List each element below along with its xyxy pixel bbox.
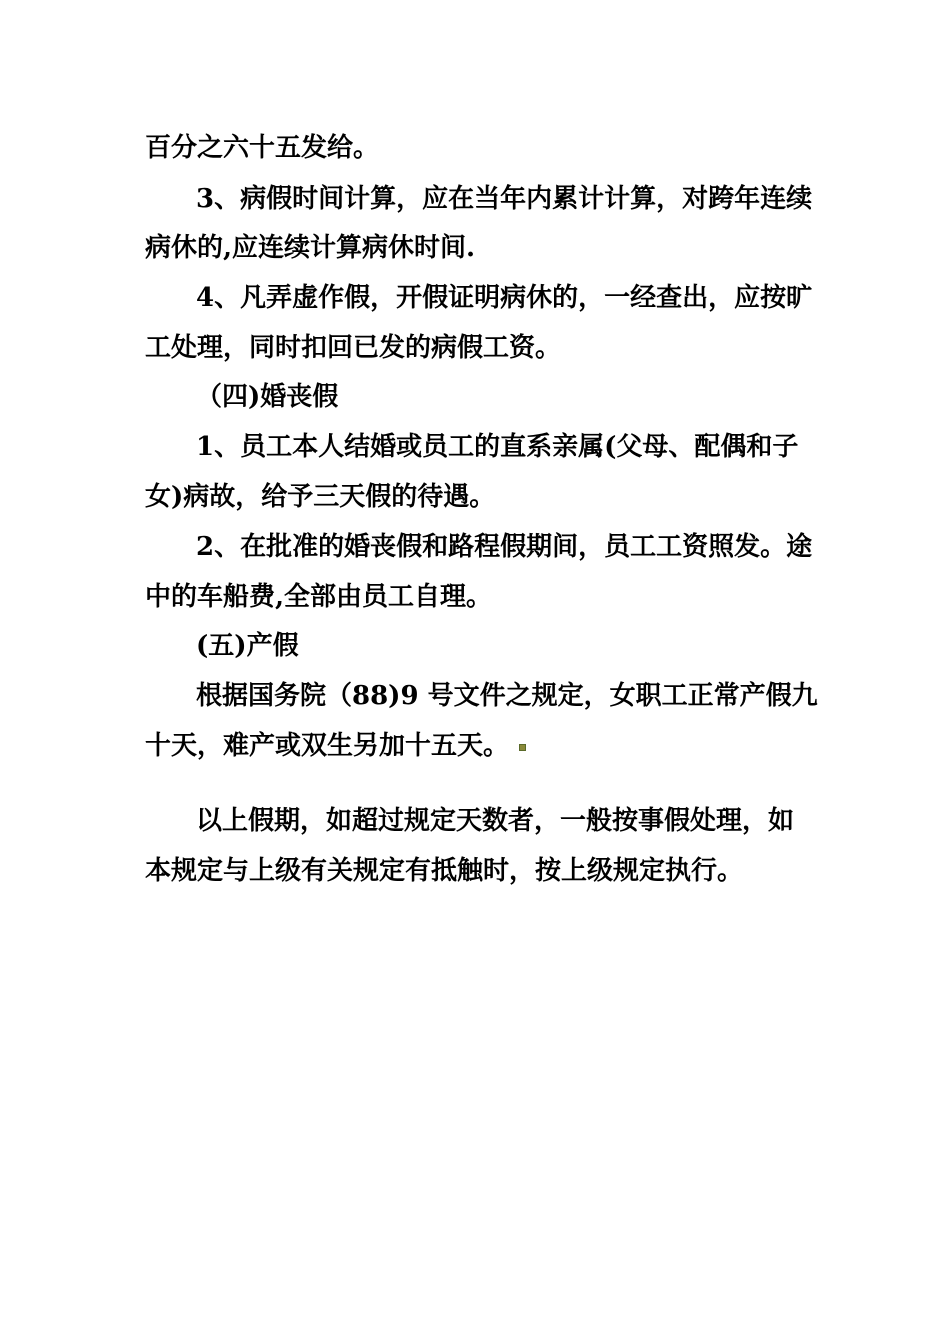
section-heading: (五)产假: [196, 631, 299, 661]
paragraph-line: 3、病假时间计算，应在当年内累计计算，对跨年连续: [196, 184, 813, 214]
paragraph-line: 本规定与上级有关规定有抵触时，按上级规定执行。: [145, 856, 744, 886]
paragraph-line: 4、凡弄虚作假，开假证明病休的，一经查出，应按旷: [196, 283, 813, 313]
paragraph-line: 女)病故，给予三天假的待遇。: [145, 482, 496, 512]
paragraph-line: 1、员工本人结婚或员工的直系亲属(父母、配偶和子: [196, 432, 799, 462]
paragraph-line: 2、在批准的婚丧假和路程假期间，员工工资照发。途: [196, 532, 813, 562]
paragraph-line: 百分之六十五发给。: [145, 133, 380, 163]
paragraph-text: 十天，难产或双生另加十五天。: [145, 731, 510, 761]
image-anchor-icon: [519, 744, 526, 751]
paragraph-line: 中的车船费,全部由员工自理。: [145, 582, 493, 612]
paragraph-line: 病休的,应连续计算病休时间.: [145, 233, 476, 263]
paragraph-line: [145, 731, 526, 761]
paragraph-line: 工处理，同时扣回已发的病假工资。: [145, 333, 562, 363]
section-heading: （四)婚丧假: [196, 382, 339, 412]
paragraph-line: 根据国务院（88)9 号文件之规定，女职工正常产假九: [196, 681, 818, 711]
paragraph-line: 以上假期，如超过规定天数者，一般按事假处理，如: [196, 806, 795, 836]
